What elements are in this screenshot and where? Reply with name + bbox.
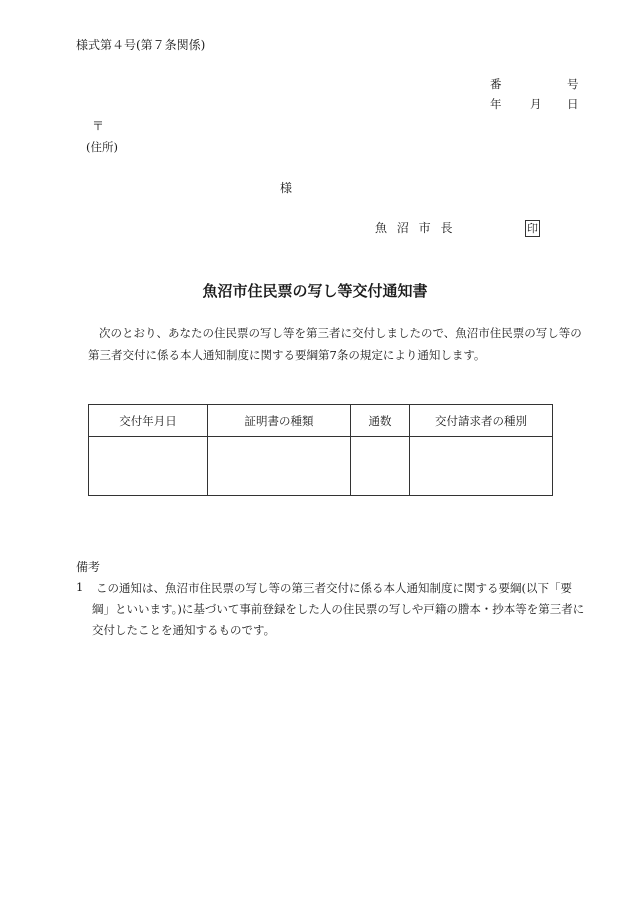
table-cell bbox=[410, 437, 553, 496]
column-header-certificate-type: 証明書の種類 bbox=[208, 405, 351, 437]
day-label: 日 bbox=[567, 97, 579, 111]
month-label: 月 bbox=[530, 97, 542, 111]
seal-mark: 印 bbox=[527, 222, 538, 235]
table-cell bbox=[89, 437, 208, 496]
notice-body: 次のとおり、あなたの住民票の写し等を第三者に交付しましたので、魚沼市住民票の写し等の第三者交付に係る本人通知制度に関する要綱第7条の規定により通知します。 bbox=[88, 326, 582, 362]
column-header-requester-type: 交付請求者の種別 bbox=[410, 405, 553, 437]
number-suffix: 号 bbox=[567, 77, 579, 91]
table-cell bbox=[351, 437, 410, 496]
form-number: 様式第４号(第７条関係) bbox=[76, 38, 206, 52]
column-header-copies: 通数 bbox=[351, 405, 410, 437]
note-number: 1 bbox=[76, 580, 84, 594]
recipient-honorific: 様 bbox=[280, 181, 293, 195]
postal-mark: 〒 bbox=[92, 119, 105, 133]
table-header-row bbox=[89, 405, 553, 437]
table-row bbox=[89, 437, 553, 496]
sender-mayor: 魚 沼 市 長 bbox=[375, 221, 456, 235]
address-label: (住所) bbox=[86, 140, 118, 154]
note-text: この通知は、魚沼市住民票の写し等の第三者交付に係る本人通知制度に関する要綱(以下「要綱」といいます。)に基づいて事前登録をした人の住民票の写しや戸籍の謄本・抄本等を第三者に交付したことを通知するものです。 bbox=[92, 581, 585, 637]
column-header-issue-date: 交付年月日 bbox=[89, 405, 208, 437]
table-cell bbox=[208, 437, 351, 496]
number-label: 番 bbox=[490, 77, 502, 91]
document-title: 魚沼市住民票の写し等交付通知書 bbox=[202, 282, 428, 300]
notes-title: 備考 bbox=[76, 560, 101, 574]
year-label: 年 bbox=[490, 97, 502, 111]
issuance-table bbox=[88, 404, 553, 496]
